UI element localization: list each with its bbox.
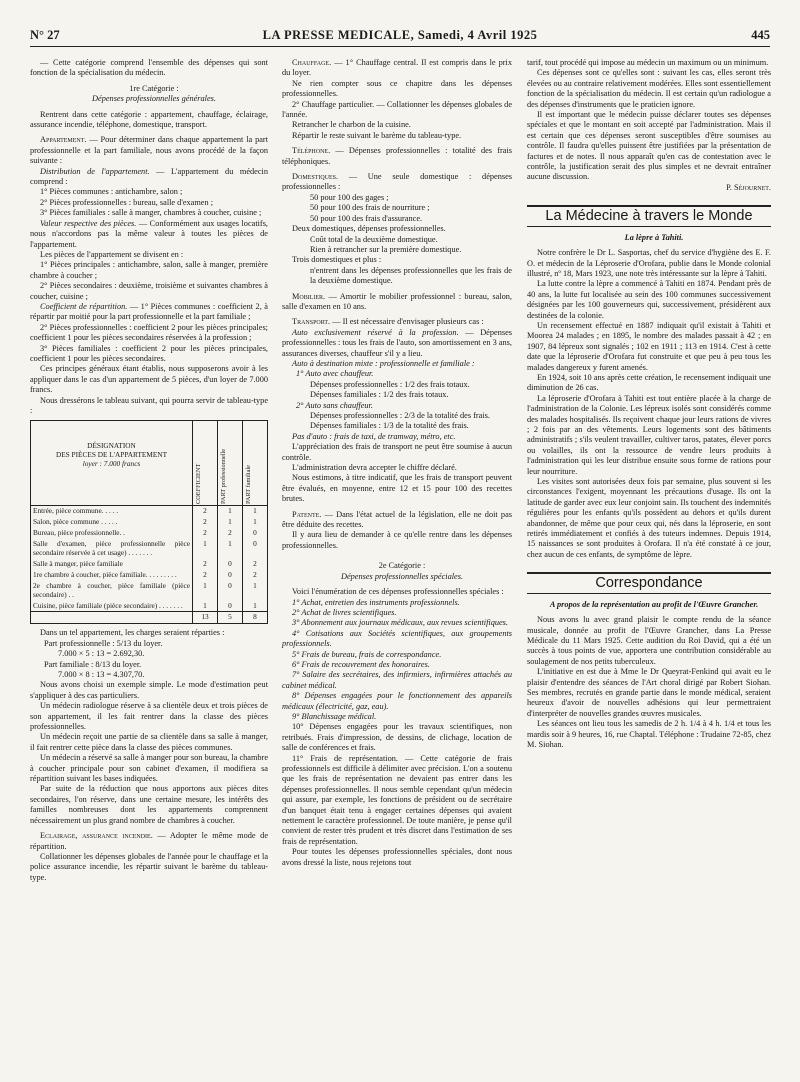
paragraph: 3° Pièces familiales : coefficient 2 pour les pièces principales, coefficient 1 pour les pièces secondaires. [30, 343, 268, 363]
paragraph: Les visites sont autorisées deux fois par semaine, plus souvent si les circonstances l'exigent, moyennant les précautions d'usage. Ils ont la latitude de garder avec eux leur conjoint sain. Ils touchent des indemnités régulières pour les enfants qu'ils possèdent au dehors et qu'ils durent abandonner, de même que pour ceux qui, nés dans la léproserie, en sont retirés immédiatement et confiés à des tuteurs indemnes. Depuis 1914, 15 naissances se sont produites à Orofara. Il n'a été constaté à ce jour, chez aucun de ces enfants, de symptôme de lèpre. [527, 477, 771, 559]
table-row [31, 570, 267, 581]
table-header-coefficient: COEFFICIENT [193, 421, 218, 506]
row-label: Bureau, pièce professionnelle. . [33, 528, 125, 538]
lead-text: Coefficient de répartition. [40, 301, 128, 311]
header-text: DES PIÈCES DE L'APPARTEMENT [55, 450, 168, 460]
list-item: Dépenses familiales : 1/2 des frais totaux. [310, 390, 449, 400]
header-text: DÉSIGNATION [87, 441, 136, 451]
row-label: Cuisine, pièce familiale (pièce secondaire) . . . . . . . [33, 600, 183, 610]
column-3 [527, 58, 771, 750]
paragraph [282, 58, 512, 79]
list-item: 11° Frais de représentation. — Cette catégorie de frais professionnels est difficile à délimiter avec précision. L'on a soutenu que les frais de représentation ne devaient pas entrer dans les dépenses professionnelles. Il nous semble cependant qu'un médecin qui assure, par exemple, les fonctions de président ou de secrétaire d'un banquet était tenu à engager certaines dépenses qui avaient nettement le caractère professionnel. De toute manière, je pense qu'il convient de rester très prudent et très discret dans l'estimation de ses frais de représentation. [282, 753, 512, 846]
page-header [30, 28, 770, 44]
row-prof: 2 [218, 528, 243, 539]
body-text: — 1° Pièces communes : coefficient 2, à répartir par moitié pour la part professionnelle et la part familiale ; [30, 301, 268, 322]
list-item: 3° Pièces familiales : salle à manger, chambres à coucher, cuisine ; [40, 208, 262, 218]
paragraph: Auto à destination mixte : professionnelle et familiale : [292, 358, 475, 368]
row-fam: 0 [243, 528, 268, 539]
list-item: 50 pour 100 des frais de nourriture ; [310, 203, 430, 213]
paragraph: L'appréciation des frais de transport ne peut être soumise à aucun contrôle. [282, 442, 512, 462]
category-label: 1re Catégorie : [129, 83, 179, 93]
apartment-table [30, 420, 268, 624]
list-item: n'entrent dans les dépenses professionnelles que les frais de la deuxième domestique. [310, 265, 512, 286]
formula-label: Part familiale : 8/13 du loyer. [44, 659, 142, 669]
list-item: 1° Pièces principales : antichambre, salon, salle à manger, première chambre à coucher ; [30, 260, 268, 280]
table-row [31, 559, 267, 570]
paragraph: Ces principes généraux étant établis, nous supposerons avoir à les appliquer dans le cas d'un appartement de 5 pièces, d'un loyer de 7.000 francs. [30, 364, 268, 395]
body-text: — Dépenses professionnelles : totalité des frais téléphoniques. [282, 146, 512, 166]
table-header-prof: PART professionnelle [218, 421, 243, 506]
section-subtitle: A propos de la représentation au profit de l'Œuvre Grancher. [549, 599, 759, 609]
paragraph [282, 146, 512, 167]
row-fam: 1 [243, 581, 268, 601]
paragraph: Les séances ont lieu tous les samedis de 2 h. 1/4 à 4 h. 1/4 et tous les mardis soir à 9 heures, 16, rue Chaptal. Téléphone : Trudaine 72-85, chez M. Siohan. [527, 719, 771, 749]
list-item: Dépenses familiales : 1/3 de la totalité des frais. [310, 421, 469, 431]
list-item: Dépenses professionnelles : 2/3 de la totalité des frais. [310, 411, 490, 420]
paragraph: tarif, tout procédé qui impose au médecin un maximum ou un minimum. [527, 58, 769, 67]
row-coefficient: 1 [193, 581, 218, 601]
table-header-fam: PART familiale [243, 421, 268, 506]
signature: P. Séjournet. [726, 182, 771, 192]
row-label: Salle à manger, pièce familiale [33, 558, 123, 568]
category-title: Dépenses professionnelles générales. [92, 94, 216, 104]
paragraph: La lutte contre la lèpre a commencé à Tahiti en 1874. Pendant près de 40 ans, la lutte fut localisée au sein des 100 communes successivement désignées par les 100 gouverneurs qui, successivement, présidèrent aux destinées de la colonie. [527, 279, 771, 320]
list-item: 1° Pièces communes : antichambre, salon ; [40, 187, 183, 197]
list-item: 4° Cotisations aux Sociétés scientifiques, aux groupements professionnels. [282, 628, 512, 649]
row-fam: 2 [243, 559, 268, 570]
list-item: 5° Frais de bureau, frais de correspondance. [292, 649, 442, 659]
body-text: — Pour déterminer dans chaque appartement la part professionnelle et la part familiale, nous avons procédé de la façon suivante : [30, 135, 268, 166]
lead-text: Domestiques. [292, 172, 339, 182]
page-number: 445 [751, 28, 770, 42]
paragraph [282, 328, 512, 359]
lead-text: Patente. [292, 509, 322, 519]
paragraph [30, 167, 268, 188]
list-item: Dépenses professionnelles : 1/2 des frais totaux. [310, 379, 470, 389]
paragraph: Trois domestiques et plus : [292, 255, 382, 265]
formula: 7.000 × 5 : 13 = 2.692,30. [58, 649, 145, 659]
header-text: loyer : 7.000 francs [82, 459, 141, 469]
paragraph: L'administration devra accepter le chiffre déclaré. [292, 463, 457, 473]
table-row [31, 517, 267, 528]
body-text: — Amortir le mobilier professionnel : bureau, salon, salle d'examen en 10 ans. [282, 291, 512, 311]
paragraph: Nous avons lu avec grand plaisir le compte rendu de la séance musicale, donnée au profit de l'Œuvre Grancher, dans La Presse Médicale du 11 Mars 1925. Cette audition du Roi David, qui a été un succès à tous points de vue, apportera une contribution considérable au soulagement de nos petits tuberculeux. [527, 615, 771, 666]
paragraph: Il est important que le médecin puisse déclarer toutes ses dépenses spéciales et que le montant en soit accepté par l'administration. Mais il est certain que ces dépenses seront susceptibles d'être soumises au contrôle. Il faudra qu'elles puissent être justifiées par la présentation de factures et de notes. Il nous apparaît qu'en cas de contestation avec le contrôle, la justification serait des plus simples et ne devrait entraîner aucune discussion. [527, 110, 771, 182]
list-item: 8° Dépenses engagées pour le fonctionnement des appareils médicaux (électricité, gaz, eau). [282, 691, 512, 711]
paragraph [282, 510, 512, 531]
table-header-designation [31, 421, 193, 506]
paragraph: Les pièces de l'appartement se divisent en : [40, 249, 184, 259]
row-fam: 1 [243, 601, 268, 612]
row-label: 2e chambre à coucher, pièce familiale (pièce secondaire) . . [33, 580, 190, 599]
paragraph [282, 317, 512, 327]
row-prof: 1 [218, 506, 243, 517]
list-item: 2° Achat de livres scientifiques. [292, 607, 397, 617]
paragraph: Pas d'auto : frais de taxi, de tramway, métro, etc. [292, 431, 456, 441]
paragraph: En 1924, soit 10 ans après cette création, le recensement indiquait une diminution de 26 cas. [527, 372, 771, 393]
lead-text: Chauffage. [292, 58, 332, 67]
journal-title: LA PRESSE MEDICALE, Samedi, 4 Avril 1925 [262, 28, 538, 42]
lead-text: Distribution de l'appartement. [40, 166, 150, 176]
list-item: 10° Dépenses engagées pour les travaux scientifiques, non retribués. Frais d'impression, de dessins, de clichage, location de salle de conférences et frais. [282, 722, 512, 753]
row-fam: 1 [243, 517, 268, 528]
paragraph: Un recensement effectué en 1887 indiquait qu'il existait à Tahiti et Moorea 24 malades ; en 1895, le nombre des malades passait à 42 ; en 1907, 84 lépreux sont signalés ; 102 en 1911 ; 113 en 1914. C'est à cette date que la léproserie d'Orofara fut construite et que peu à peu tous les malades dangereux y furent amenés. [527, 320, 771, 372]
row-fam: 0 [243, 539, 268, 559]
paragraph [30, 135, 268, 166]
row-coefficient: 1 [193, 601, 218, 612]
row-prof: 0 [218, 601, 243, 612]
paragraph [282, 292, 512, 313]
formula-label: Part professionnelle : 5/13 du loyer. [44, 638, 163, 648]
row-fam: 2 [243, 570, 268, 581]
column-1 [30, 58, 268, 883]
row-prof: 0 [218, 570, 243, 581]
section-title-medecine: La Médecine à travers le Monde [527, 205, 771, 226]
issue-number: N° 27 [30, 28, 60, 42]
paragraph: Pour toutes les dépenses professionnelles spéciales, dont nous avons dressé la liste, nous rejetons tout [282, 847, 512, 867]
paragraph: Ne rien compter sous ce chapitre dans les dépenses professionnelles. [282, 78, 512, 99]
list-item: 3° Abonnement aux journaux médicaux, aux revues scientifiques. [292, 618, 508, 628]
list-item: Rien à retrancher sur la première domestique. [310, 244, 462, 254]
paragraph: Voici l'énumération de ces dépenses professionnelles spéciales : [292, 587, 504, 597]
row-fam: 1 [243, 506, 268, 517]
paragraph: La léproserie d'Orofara à Tahiti est tout entière placée à la charge de l'administration de la Colonie. Les lépreux isolés sont considérés comme des malades hospitalisés. Ils reçoivent chaque jour leurs rations de vivres ; 2 fois par an des vêtements. Leurs logements sont des bâtiments administratifs ; s'ils veulent travailler, cultiver taros, patates, élever porcs ou volailles, ils ont la ressource de vendre leurs produits à l'administration qui les leur distribue ensuite sous forme de rations pour leur nourriture. [527, 393, 771, 476]
total-prof: 5 [218, 612, 243, 623]
row-label: Salle d'examen, pièce professionnelle pièce secondaire réservée à cet usage) . . . . . . . [33, 539, 190, 558]
list-item: 1° Auto avec chauffeur. [296, 369, 374, 379]
list-item: 2° Auto sans chauffeur. [296, 400, 373, 410]
lead-text: Mobilier. [292, 291, 326, 301]
paragraph: Dans un tel appartement, les charges seraient réparties : [40, 628, 225, 638]
paragraph: Collationner les dépenses globales de l'année pour le chauffage et la police assurance incendie, les répartir suivant le barème du tableau-type. [30, 851, 268, 882]
body-text: — 1° Chauffage central. Il est compris dans le prix du loyer. [282, 58, 512, 78]
table-row [31, 506, 267, 517]
table-row [31, 601, 267, 612]
list-item: 2° Pièces secondaires : deuxième, troisième et suivantes chambres à coucher, cuisine ; [30, 281, 268, 301]
body-text: — L'appartement du médecin comprend : [30, 166, 269, 187]
row-label: Salon, pièce commune . . . . . [33, 517, 118, 527]
body-text: — Conformément aux usages locatifs, nous n'accordons pas la même valeur à toutes les pièces de l'appartement. [30, 218, 268, 249]
body-text: — Dépenses professionnelles : tous les frais de l'auto, son amortissement en 3 ans, assurances diverses, chauffeur s'il y a lieu. [282, 327, 512, 358]
row-coefficient: 2 [193, 517, 218, 528]
paragraph: Il y aura lieu de demander à ce qu'elle rentre dans les dépenses professionnelles. [282, 530, 512, 550]
paragraph: 2° Pièces professionnelles : coefficient 2 pour les pièces principales; coefficient 1 pour les pièces secondaires réservées à la profession ; [30, 322, 268, 343]
lead-text: Transport. [292, 317, 331, 327]
formula: 7.000 × 8 : 13 = 4.307,70. [58, 670, 145, 679]
row-label: Entrée, pièce commune. . . . . [33, 506, 119, 516]
paragraph [30, 831, 268, 852]
paragraph: Deux domestiques, dépenses professionnelles. [292, 224, 446, 234]
section-title-correspondance: Correspondance [527, 572, 771, 593]
row-prof: 1 [218, 539, 243, 559]
paragraph: Un médecin reçoit une partie de sa clientèle dans sa salle à manger, il fait rentrer cette pièce dans la classe des pièces communes. [30, 732, 268, 752]
paragraph: Nous avons choisi un exemple simple. Le mode d'estimation peut s'appliquer à des cas particuliers. [30, 680, 268, 700]
list-item: 50 pour 100 des frais d'assurance. [310, 213, 423, 223]
table-row [31, 539, 267, 559]
table-row [31, 581, 267, 601]
list-item: 50 pour 100 des gages ; [310, 192, 389, 202]
body-text: — Il est nécessaire d'envisager plusieurs cas : [330, 317, 484, 327]
paragraph: — Cette catégorie comprend l'ensemble des dépenses qui sont fonction de la spécialisation du médecin. [30, 58, 268, 78]
paragraph: Répartir le reste suivant le barème du tableau-type. [292, 130, 462, 140]
row-coefficient: 2 [193, 506, 218, 517]
category-title: Dépenses professionnelles spéciales. [340, 571, 464, 581]
row-prof: 0 [218, 581, 243, 601]
table-row [31, 528, 267, 539]
list-item: 2° Pièces professionnelles : bureau, salle d'examen ; [40, 197, 214, 207]
row-prof: 0 [218, 559, 243, 570]
paragraph [30, 219, 268, 250]
paragraph: L'initiative en est due à Mme le Dr Queyrat-Fenkind qui avait eu le plaisir d'entendre des séances de l'Art choral dirigé par Robert Siohan. Ses membres, recrutés en grande partie dans le monde médical, seraient heureux d'avoir de nouvelles adhésions qui leur permettraient d'interpréter de nouvelles grandes œuvres musicales. [527, 667, 771, 718]
row-coefficient: 2 [193, 559, 218, 570]
list-item: 9° Blanchissage médical. [292, 711, 377, 721]
body-text: — Adopter le même mode de répartition. [30, 831, 268, 851]
lead-text: Appartement. [40, 135, 87, 145]
column-2 [282, 58, 512, 868]
header-rule [30, 46, 770, 47]
lead-text: Téléphone. [292, 146, 331, 156]
lead-text: Auto exclusivement réservé à la profession. [292, 327, 459, 337]
row-coefficient: 2 [193, 570, 218, 581]
total-fam: 8 [243, 612, 268, 623]
body-text: — Une seule domestique : dépenses professionnelles : [282, 172, 512, 192]
row-prof: 1 [218, 517, 243, 528]
paragraph: Notre confrère le Dr L. Sasportas, chef du service d'hygiène des E. F. O. et médecin de la Léproserie d'Orofara, publie dans le Monde colonial illustré, nº 18, Mars 1923, une note très intéressante sur la lèpre à Tahiti. [527, 248, 771, 278]
paragraph: Rentrent dans cette catégorie : appartement, chauffage, éclairage, assurance incendie, téléphone, domestique, transport. [30, 109, 268, 130]
paragraph [30, 302, 268, 323]
table-totals-row [31, 612, 267, 623]
paragraph: Un médecin radiologue réserve à sa clientèle deux et trois pièces de son appartement, il les fait rentrer dans la classe des pièces professionnelles. [30, 701, 268, 732]
row-coefficient: 1 [193, 539, 218, 559]
lead-text: Eclairage, assurance incendie. [40, 831, 153, 841]
paragraph: Nous dressérons le tableau suivant, qui pourra servir de tableau-type : [30, 395, 268, 415]
paragraph: Ces dépenses sont ce qu'elles sont : suivant les cas, elles seront très élevées ou au contraire relativement modérées. Elles sont essentiellement fonction de la spécialisation du médecin. Il est certain qu'un radiologue a des dépenses d'instruments que le praticien ignore. [527, 68, 771, 109]
paragraph: 2° Chauffage particulier. — Collationner les dépenses globales de l'année. [282, 99, 512, 120]
paragraph: Un médecin a réservé sa salle à manger pour son bureau, la chambre à coucher principale pour son cabinet d'examen, il modifiera sa répartition suivant les bases indiquées. [30, 753, 268, 784]
category-label: 2e Catégorie : [378, 561, 426, 571]
row-coefficient: 2 [193, 528, 218, 539]
paragraph: Nous estimons, à titre indicatif, que les frais de transport peuvent être évalués, en moyenne, entre 12 et 15 pour 100 des recettes brutes. [282, 473, 512, 504]
list-item: 7° Salaire des secrétaires, des infirmiers, infirmières attachés au cabinet médical. [282, 670, 512, 690]
section-subtitle: La lèpre à Tahiti. [624, 232, 684, 242]
body-text: — Dans l'état actuel de la législation, elle ne doit pas être déduite des recettes. [282, 509, 512, 530]
lead-text: Valeur respective des pièces. [40, 218, 137, 228]
total-coefficient: 13 [193, 612, 218, 623]
paragraph [282, 172, 512, 193]
paragraph: Par suite de la réduction que nous apportons aux pièces dites secondaires, l'on réserve, dans une certaine mesure, les intérêts des familles nombreuses dont les appartements comprennent nécessairement un plus grand nombre de chambres à coucher. [30, 784, 268, 825]
list-item: Coût total de la deuxième domestique. [310, 234, 438, 244]
paragraph: Retrancher le charbon de la cuisine. [292, 120, 411, 130]
list-item: 1° Achat, entretien des instruments professionnels. [292, 597, 460, 607]
list-item: 6° Frais de recouvrement des honoraires. [292, 659, 430, 669]
row-label: 1re chambre à coucher, pièce familiale. . . . . . . . . [33, 569, 177, 579]
